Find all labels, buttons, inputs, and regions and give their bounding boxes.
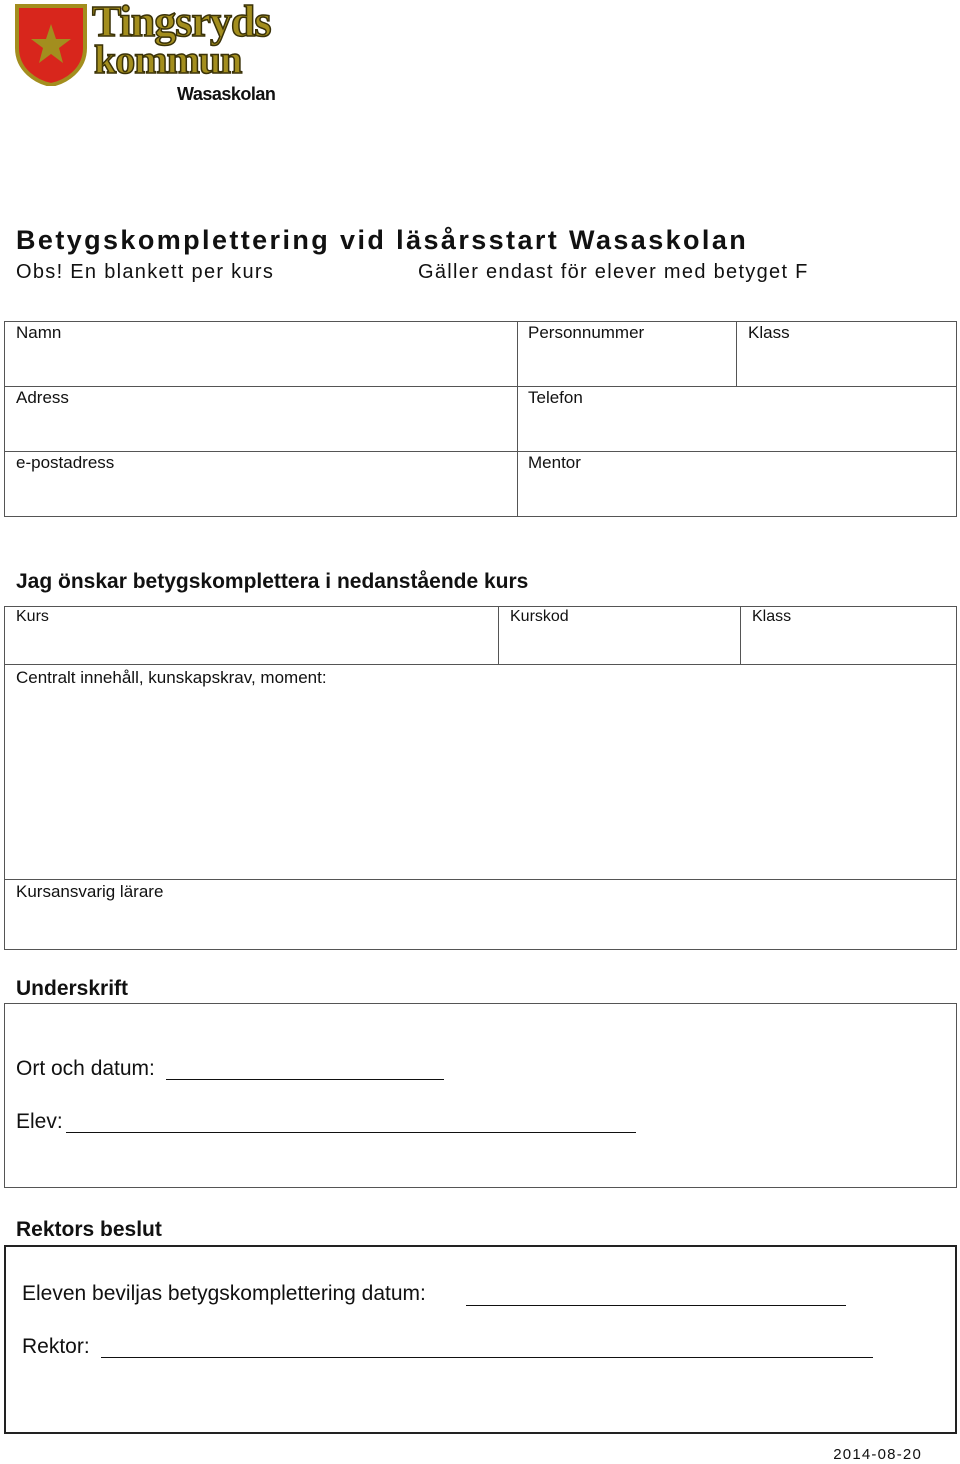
field-klass[interactable]: Klass	[748, 323, 790, 342]
field-central-content[interactable]: Centralt innehåll, kunskapskrav, moment:	[16, 668, 327, 687]
document-date: 2014-08-20	[833, 1446, 922, 1463]
school-name: Wasaskolan	[177, 84, 276, 104]
subtitle-eligibility: Gäller endast för elever med betyget F	[418, 261, 809, 283]
place-date-label: Ort och datum:	[16, 1057, 155, 1080]
granted-label: Eleven beviljas betygskomplettering datum:	[22, 1282, 426, 1305]
field-adress[interactable]: Adress	[16, 388, 69, 407]
field-teacher[interactable]: Kursansvarig lärare	[16, 882, 164, 901]
student-signature-line[interactable]	[66, 1132, 636, 1133]
place-date-line[interactable]	[166, 1079, 444, 1080]
decision-box	[4, 1245, 957, 1434]
municipality-crest-icon	[14, 4, 88, 86]
principal-signature-line[interactable]	[101, 1357, 873, 1358]
field-epost[interactable]: e-postadress	[16, 453, 115, 472]
field-mentor[interactable]: Mentor	[528, 453, 581, 472]
signature-heading: Underskrift	[16, 977, 129, 1000]
student-signature-label: Elev:	[16, 1110, 63, 1133]
field-course-klass[interactable]: Klass	[752, 608, 792, 625]
field-personnummer[interactable]: Personnummer	[528, 323, 645, 342]
signature-box	[4, 1003, 957, 1188]
decision-heading: Rektors beslut	[16, 1218, 162, 1241]
logo-wordmark-kommun: kommun	[94, 37, 242, 82]
subtitle-note: Obs! En blankett per kurs	[16, 261, 275, 283]
student-info-table	[4, 321, 957, 517]
form-title: Betygskomplettering vid läsårsstart Wasaskolan	[16, 225, 749, 255]
course-heading: Jag önskar betygskomplettera i nedanstående kurs	[16, 570, 529, 593]
field-telefon[interactable]: Telefon	[528, 388, 583, 407]
principal-label: Rektor:	[22, 1335, 90, 1358]
field-kurskod[interactable]: Kurskod	[510, 608, 569, 625]
field-kurs[interactable]: Kurs	[16, 608, 49, 625]
logo-wordmark-tingsryds: Tingsryds	[92, 0, 271, 46]
granted-date-line[interactable]	[466, 1305, 846, 1306]
field-name[interactable]: Namn	[16, 323, 62, 342]
